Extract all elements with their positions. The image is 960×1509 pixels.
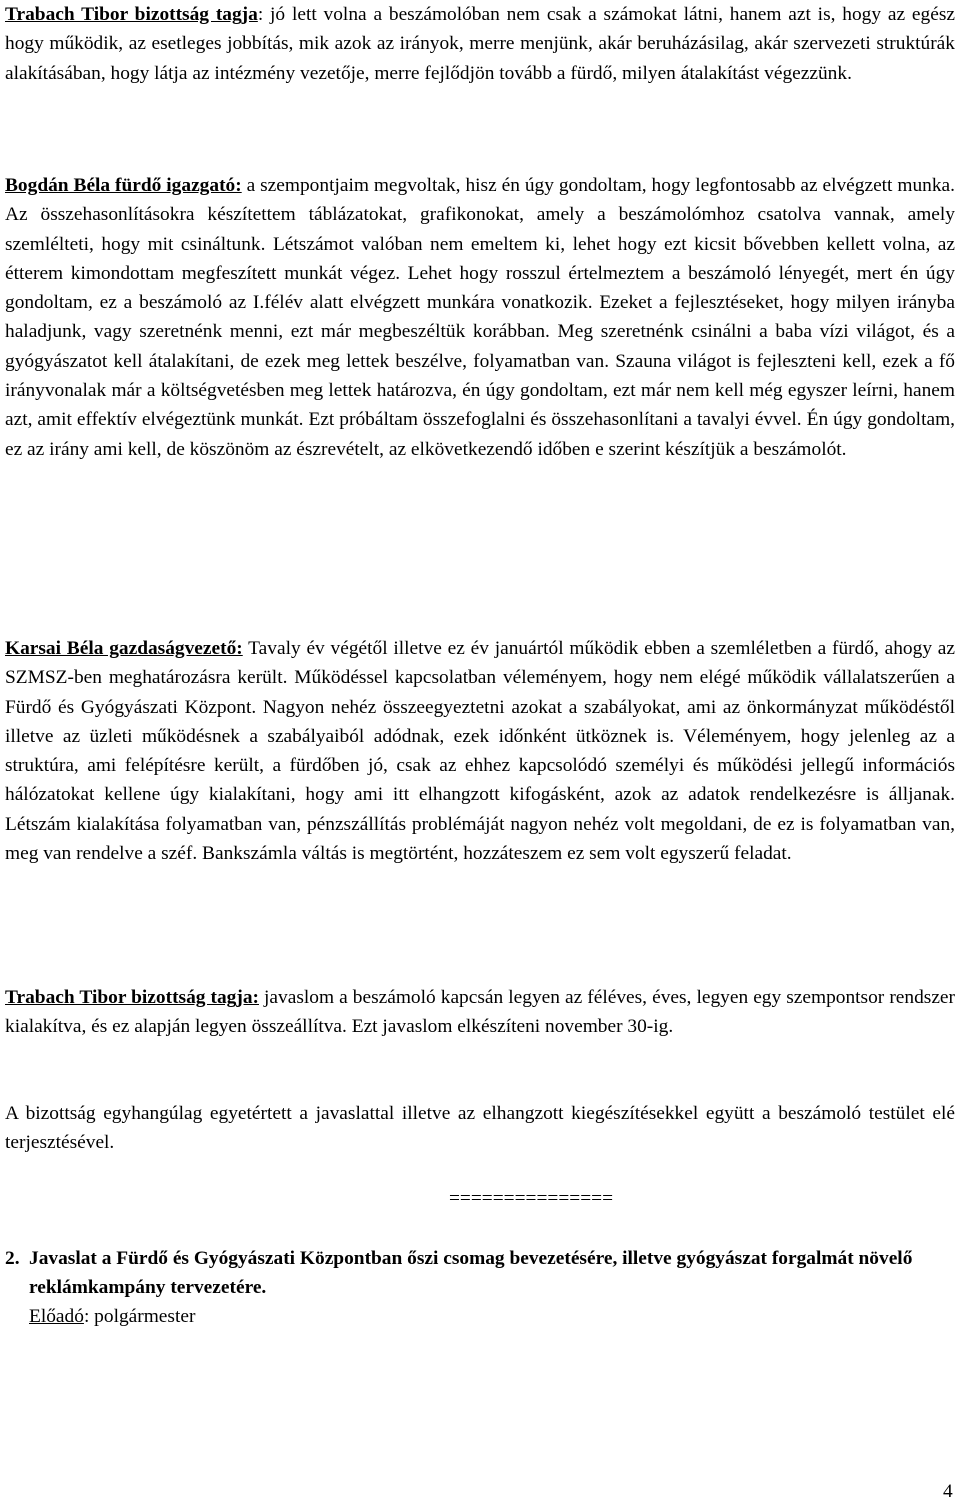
section-separator: =============== [449,1188,614,1209]
speaker-name: Trabach Tibor bizottság tagja: [5,987,259,1008]
paragraph-karsai [5,634,955,868]
presenter-value: : polgármester [83,1306,196,1327]
paragraph-text: javaslom a beszámoló kapcsán legyen az féléves, éves, legyen egy szempontsor rendszer kialakítva, és ez alapján legyen összeállítva. Ezt javaslom elkészíteni november 30-ig. [5,987,955,1038]
paragraph-trabach-1 [5,0,955,88]
page-number: 4 [943,1481,953,1502]
paragraph-bogdan [5,171,955,464]
agenda-item [5,1244,955,1303]
speaker-name: Karsai Béla gazdaságvezető: [5,638,243,659]
paragraph-text: : jó lett volna a beszámolóban nem csak a számokat látni, hanem azt is, hogy az egész hogy működik, az esetleges jobbítás, mik azok az irányok, merre menjünk, akár beruházásilag, akár szervezeti struktúrák alakításában, hogy látja az intézmény vezetője, merre fejlődjön tovább a fürdő, milyen átalakítást végezzünk. [5,4,955,84]
paragraph-trabach-2 [5,983,955,1042]
speaker-name: Bogdán Béla fürdő igazgató: [5,175,242,196]
presenter-line [29,1302,195,1331]
paragraph-text: a szempontjaim megvoltak, hisz én úgy gondoltam, hogy legfontosabb az elvégzett munka. Az összehasonlításokra készítettem táblázatokat, grafikonokat, amely a beszámolómhoz csatolva vannak, amely szemlélteti, hogy mit csináltunk. Létszámot valóban nem emeltem ki, lehet hogy ezt kicsit bővebben kellett volna, az étterem kimondottam megfeszített munkát végez. Lehet hogy rosszul értelmeztem a beszámoló lényegét, mert én úgy gondoltam, ez a beszámoló az I.félév alatt elvégzett munkára vonatkozik. Ezeket a fejlesztéseket, hogy milyen irányba haladjunk, vagy szeretnénk menni, ezt már megbeszéltük korábban. Meg szeretnénk csinálni a baba vízi világot, és a gyógyászatot kell átalakítani, de ezek meg lettek beszélve, folyamatban van. Szauna világot is fejleszteni kell, ezek a fő irányvonalak már a költségvetésben meg lettek határozva, én úgy gondoltam, ezt már nem kell még egyszer leírni, hanem azt, amit effektív elvégeztünk munkát. Ezt próbáltam összefoglalni és összehasonlítani a tavalyi évvel. Én úgy gondoltam, ez az irány ami kell, de köszönöm az észrevételt, az elkövetkezendő időben e szerint készítjük a beszámolót. [5,175,955,460]
agenda-number: 2. [5,1248,20,1269]
paragraph-decision: A bizottság egyhangúlag egyetértett a javaslattal illetve az elhangzott kiegészítésekkel együtt a beszámoló testület elé terjesztésével. [5,1103,955,1154]
paragraph-text: Tavaly év végétől illetve ez év januártól működik ebben a szemléletben a fürdő, ahogy az SZMSZ-ben meghatározásra került. Működéssel kapcsolatban véleményem, hogy nem elégé működik vállalatszerűen a Fürdő és Gyógyászati Központ. Nagyon nehéz összeegyeztetni azokat a szabályokat, ami az önkormányzat működéstől illetve az üzleti működésnek a szabályaiból adódnak, ezek időnként ütköznek is. Véleményem, hogy jelenleg az a struktúra, ami felépítésre került, a fürdőben jó, csak az ehhez kapcsolódó személyi és működési jellegű információs hálózatokat kellene úgy kialakítani, hogy ami itt elhangzott kifogásként, azok az adatok rendelkezésre is álljanak. Létszám kialakítása folyamatban van, pénzszállítás problémáját nagyon nehéz volt megoldani, de ez is folyamatban van, meg van rendelve a széf. Bankszámla váltás is megtörtént, hozzáteszem ez sem volt egyszerű feladat. [5,638,956,865]
agenda-title: Javaslat a Fürdő és Gyógyászati Központban őszi csomag bevezetésére, illetve gyógyászat forgalmát növelő reklámkampány tervezetére. [29,1248,913,1299]
presenter-label: Előadó [29,1306,84,1327]
speaker-name: Trabach Tibor bizottság tagja [5,4,258,25]
